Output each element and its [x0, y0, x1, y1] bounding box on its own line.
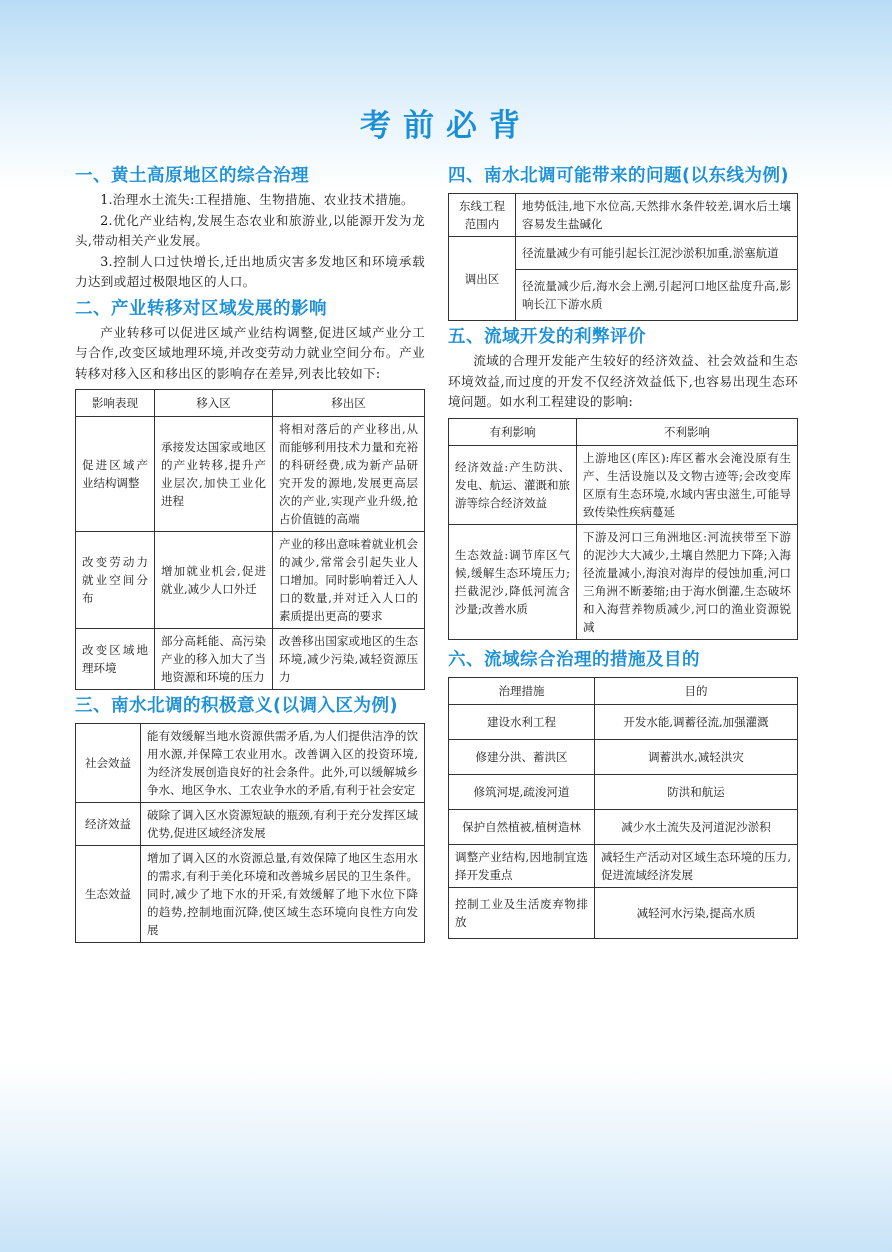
table-cell: 破除了调入区水资源短缺的瓶颈,有利于充分发挥区域优势,促进区域经济发展 — [141, 803, 425, 846]
table-row — [449, 844, 798, 887]
table-row — [76, 803, 425, 846]
section-1-heading: 一、黄土高原地区的综合治理 — [75, 166, 309, 186]
table-row — [449, 739, 798, 774]
table-row — [76, 846, 425, 943]
table-row — [449, 774, 798, 809]
table-header-cell: 不利影响 — [577, 418, 798, 445]
table-cell: 改变劳动力就业空间分布 — [76, 532, 155, 629]
table-row — [76, 532, 425, 629]
table-cell: 减轻河水污染,提高水质 — [595, 887, 798, 938]
table-row — [449, 887, 798, 938]
table-header-cell: 移入区 — [155, 390, 273, 417]
table-row — [449, 445, 798, 524]
table-cell: 控制工业及生活废弃物排放 — [449, 887, 595, 938]
table-cell: 承接发达国家或地区的产业转移,提升产业层次,加快工业化进程 — [155, 417, 273, 532]
water-transfer-problems-table — [448, 193, 798, 321]
table-cell: 减轻生产活动对区域生态环境的压力,促进流域经济发展 — [595, 844, 798, 887]
section-1-item: 1.治理水土流失:工程措施、生物措施、农业技术措施。 — [100, 192, 414, 207]
table-cell: 防洪和航运 — [595, 774, 798, 809]
section-3-heading: 三、南水北调的积极意义(以调入区为例) — [75, 696, 398, 716]
table-cell: 建设水利工程 — [449, 704, 595, 739]
table-row — [449, 809, 798, 844]
table-cell: 上游地区(库区):库区蓄水会淹没原有生产、生活设施以及文物古迹等;会改变库区原有生态环境,水域内害虫滋生,可能导致传染性疾病蔓延 — [577, 445, 798, 524]
table-cell: 径流量减少有可能引起长江泥沙淤积加重,淤塞航道 — [516, 237, 798, 270]
table-cell: 生态效益:调节库区气候,缓解生态环境压力;拦截泥沙,降低河流含沙量;改善水质 — [449, 524, 577, 639]
table-cell: 经济效益 — [76, 803, 141, 846]
table-header-cell: 有利影响 — [449, 418, 577, 445]
table-row — [76, 629, 425, 690]
table-cell: 改变区域地理环境 — [76, 629, 155, 690]
section-4-heading: 四、南水北调可能带来的问题(以东线为例) — [448, 166, 789, 186]
table-row — [76, 417, 425, 532]
development-impacts-table — [448, 418, 798, 640]
table-header-cell: 目的 — [595, 677, 798, 704]
table-cell: 将相对落后的产业移出,从而能够利用技术力量和充裕的科研经费,成为新产品研究开发的源地,发展更高层次的产业,实现产业升级,抢占价值链的高端 — [273, 417, 425, 532]
right-column — [448, 160, 798, 939]
section-6-heading: 六、流域综合治理的措施及目的 — [448, 649, 700, 670]
page-title: 考前必背 — [360, 108, 532, 144]
table-header-cell: 治理措施 — [449, 677, 595, 704]
table-header-cell: 影响表现 — [76, 390, 155, 417]
table-cell: 改善移出国家或地区的生态环境,减少污染,减轻资源压力 — [273, 629, 425, 690]
table-cell: 经济效益:产生防洪、发电、航运、灌溉和旅游等综合经济效益 — [449, 445, 577, 524]
water-transfer-benefits-table — [75, 723, 425, 943]
section-1-item: 3.控制人口过快增长,迁出地质灾害多发地区和环境承载力达到或超过极限地区的人口。 — [75, 253, 425, 289]
table-header-row — [76, 390, 425, 417]
section-5-intro: 流域的合理开发能产生较好的经济效益、社会效益和生态环境效益,而过度的开发不仅经济效益低下,也容易出现生态环境问题。如水利工程建设的影响: — [448, 353, 798, 409]
table-row — [449, 237, 798, 270]
table-row — [76, 724, 425, 803]
table-row — [449, 194, 798, 237]
table-cell: 调蓄洪水,减轻洪灾 — [595, 739, 798, 774]
table-cell: 径流量减少后,海水会上溯,引起河口地区盐度升高,影响长江下游水质 — [516, 270, 798, 321]
section-5-heading: 五、流域开发的利弊评价 — [448, 327, 646, 347]
table-cell: 增加就业机会,促进就业,减少人口外迁 — [155, 532, 273, 629]
table-row — [449, 704, 798, 739]
table-cell: 地势低洼,地下水位高,天然排水条件较差,调水后土壤容易发生盐碱化 — [516, 194, 798, 237]
table-cell: 生态效益 — [76, 846, 141, 943]
section-2-heading: 二、产业转移对区域发展的影响 — [75, 298, 327, 319]
table-cell: 减少水土流失及河道泥沙淤积 — [595, 809, 798, 844]
table-cell: 东线工程范围内 — [449, 194, 516, 237]
basin-governance-table — [448, 677, 798, 939]
table-cell: 保护自然植被,植树造林 — [449, 809, 595, 844]
table-header-cell: 移出区 — [273, 390, 425, 417]
table-cell: 促进区域产业结构调整 — [76, 417, 155, 532]
table-cell: 下游及河口三角洲地区:河流挟带至下游的泥沙大大减少,土壤自然肥力下降;入海径流量减小,海浪对海岸的侵蚀加重,河口三角洲不断萎缩;由于海水倒灌,生态破坏和入海营养物质减少,河口的渔业资源锐减 — [577, 524, 798, 639]
table-row — [449, 524, 798, 639]
table-cell: 能有效缓解当地水资源供需矛盾,为人们提供洁净的饮用水源,并保障工农业用水。改善调入区的投资环境,为经济发展创造良好的社会条件。此外,可以缓解城乡争水、地区争水、工农业争水的矛盾,有利于社会安定 — [141, 724, 425, 803]
left-column — [75, 160, 425, 943]
section-2-intro: 产业转移可以促进区域产业结构调整,促进区域产业分工与合作,改变区域地理环境,并改变劳动力就业空间分布。产业转移对移入区和移出区的影响存在差异,列表比较如下: — [75, 324, 425, 381]
table-header-row — [449, 677, 798, 704]
table-cell: 部分高耗能、高污染产业的移入加大了当地资源和环境的压力 — [155, 629, 273, 690]
table-cell: 修建分洪、蓄洪区 — [449, 739, 595, 774]
table-cell: 调出区 — [449, 237, 516, 321]
table-cell: 调整产业结构,因地制宜选择开发重点 — [449, 844, 595, 887]
industry-transfer-table — [75, 389, 425, 690]
table-cell: 产业的移出意味着就业机会的减少,常常会引起失业人口增加。同时影响着迁入人口的数量,并对迁入人口的素质提出更高的要求 — [273, 532, 425, 629]
table-cell: 社会效益 — [76, 724, 141, 803]
table-header-row — [449, 418, 798, 445]
table-cell: 修筑河堤,疏浚河道 — [449, 774, 595, 809]
table-cell: 增加了调入区的水资源总量,有效保障了地区生态用水的需求,有利于美化环境和改善城乡居民的卫生条件。同时,减少了地下水的开采,有效缓解了地下水位下降的趋势,控制地面沉降,使区域生态环境向良性方向发展 — [141, 846, 425, 943]
section-1-item: 2.优化产业结构,发展生态农业和旅游业,以能源开发为龙头,带动相关产业发展。 — [75, 212, 425, 248]
table-cell: 开发水能,调蓄径流,加强灌溉 — [595, 704, 798, 739]
